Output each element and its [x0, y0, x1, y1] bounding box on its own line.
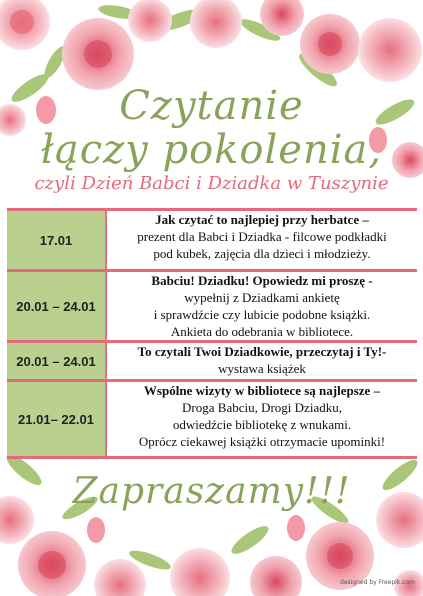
event-line: Droga Babciu, Drogi Dziadku,: [182, 400, 342, 415]
schedule-row: [7, 382, 417, 456]
event-description: [105, 272, 417, 340]
event-line: wypełnij z Dziadkami ankietę: [184, 290, 340, 305]
event-description: [105, 343, 417, 379]
event-title: To czytali Twoi Dziadkowie, przeczytaj i Ty!-: [137, 344, 387, 359]
event-date: 21.01– 22.01: [7, 382, 105, 456]
event-description: [105, 211, 417, 269]
image-credit: designed by Freepik.com: [340, 579, 415, 586]
subtitle: czyli Dzień Babci i Dziadka w Tuszynie: [34, 173, 389, 194]
event-line: Oprócz ciekawej książki otrzymacie upominki!: [138, 434, 386, 449]
event-line: prezent dla Babci i Dziadka - filcowe podkładki: [137, 229, 387, 244]
event-line: wystawa książek: [218, 361, 306, 376]
event-title: Wspólne wizyty w bibliotece są najlepsze –: [143, 383, 381, 398]
event-line: i sprawdźcie czy lubicie podobne książki.: [153, 307, 371, 322]
event-description: [105, 382, 417, 456]
event-line: Ankieta do odebrania w bibliotece.: [170, 324, 354, 339]
schedule-row: [7, 343, 417, 379]
event-line: pod kubek, zajęcia dla dzieci i młodzieży.: [153, 246, 371, 261]
schedule-row: [7, 272, 417, 340]
divider: [7, 456, 417, 459]
title-line-1: Czytanie: [119, 83, 304, 129]
closing-invitation: Zapraszamy!!!: [72, 471, 351, 512]
title-line-2: łączy pokolenia,: [40, 127, 383, 173]
schedule-table: [7, 208, 417, 459]
event-line: odwiedźcie bibliotekę z wnukami.: [172, 417, 352, 432]
event-date: 20.01 – 24.01: [7, 343, 105, 379]
event-title: Jak czytać to najlepiej przy herbatce –: [155, 212, 369, 227]
schedule-row: [7, 211, 417, 269]
event-title: Babciu! Dziadku! Opowiedz mi proszę -: [151, 273, 373, 288]
event-date: 17.01: [7, 211, 105, 269]
event-date: 20.01 – 24.01: [7, 272, 105, 340]
